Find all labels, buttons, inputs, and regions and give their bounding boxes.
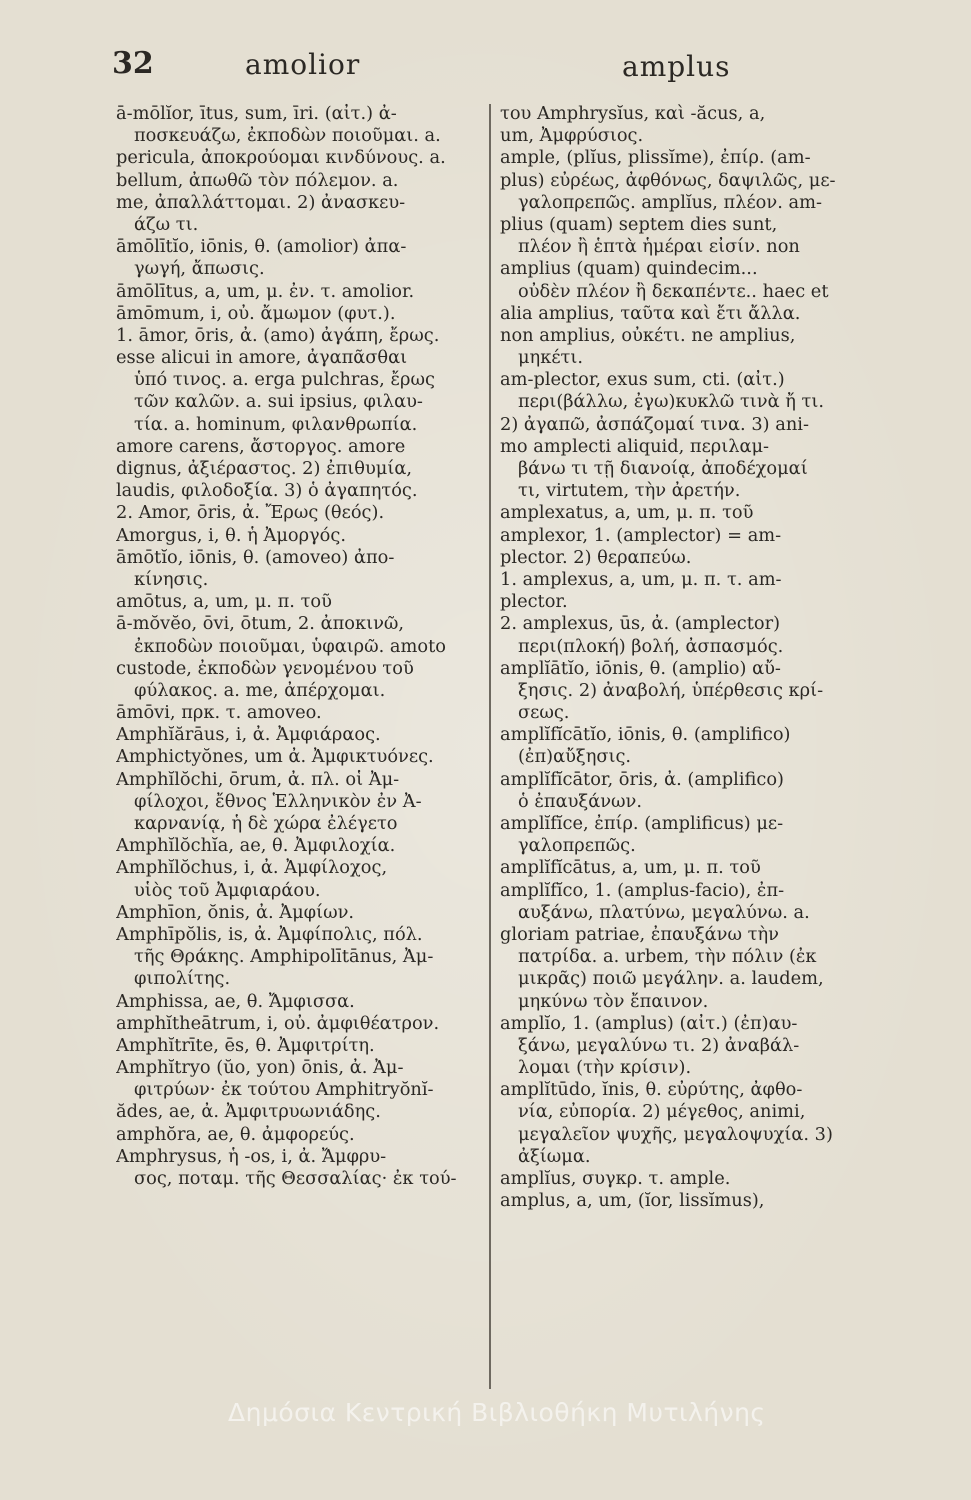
entry-line: bellum, ἀπωθῶ τὸν πόλεμον. a. — [116, 169, 399, 191]
entry-line: amplĭātĭo, iōnis, θ. (amplio) αὔ- — [500, 657, 781, 679]
entry-line: ὁ ἐπαυξάνων. — [518, 790, 642, 812]
entry-line: ποσκευάζω, ἐκποδὼν ποιοῦμαι. a. — [134, 125, 441, 147]
entry-line: plus) εὐρέως, ἀφθόνως, δαψιλῶς, με- — [500, 169, 836, 191]
entry-line: του Amphrysĭus, καὶ -ăcus, a, — [500, 103, 766, 124]
entry-line: amplĭus, συγκρ. τ. ample. — [500, 1168, 731, 1189]
entry-line: Amphictyŏnes, um ἀ. Ἀμφικτυόνες. — [116, 746, 434, 768]
entry-line: ample, (plĭus, plissĭme), ἐπίρ. (am- — [500, 147, 811, 169]
entry-line: (ἐπ)αὔξησις. — [518, 746, 632, 768]
entry-line: amplĭfĭcātus, a, um, μ. π. τοῦ — [500, 857, 761, 879]
entry-line: amplexatus, a, um, μ. π. τοῦ — [500, 502, 754, 524]
entry-line: amphĭtheātrum, i, οὐ. ἀμφιθέατρον. — [116, 1012, 440, 1034]
entry-line: σος, ποταμ. τῆς Θεσσαλίας· ἐκ τού- — [134, 1168, 457, 1189]
entry-line: ξησις. 2) ἀναβολή, ὑπέρθεσις κρί- — [518, 679, 824, 701]
right-column — [500, 103, 872, 1212]
entry-line: plector. 2) θεραπεύω. — [500, 546, 692, 568]
entry-line: amplius (quam) quindecim... — [500, 258, 758, 280]
guide-word-left: amolior — [245, 48, 361, 81]
page-number: 32 — [112, 46, 154, 81]
entry-line: ἀξίωμα. — [518, 1145, 591, 1167]
entry-line: υἱὸς τοῦ Ἀμφιαράου. — [134, 879, 321, 901]
entry-line: mo amplecti aliquid, περιλαμ- — [500, 435, 770, 457]
entry-line: plius (quam) septem dies sunt, — [500, 213, 778, 235]
entry-line: 1. āmor, ōris, ἀ. (amo) ἀγάπη, ἔρως. — [116, 324, 440, 346]
entry-line: 2) ἀγαπῶ, ἀσπάζομαί τινα. 3) ani- — [500, 413, 809, 435]
entry-line: άζω τι. — [134, 213, 199, 235]
entry-line: τῶν καλῶν. a. sui ipsius, φιλαυ- — [134, 391, 423, 413]
entry-line: φιτρύων· ἐκ τούτου Amphitryŏnĭ- — [134, 1079, 434, 1101]
entry-line: γαλοπρεπῶς. — [518, 835, 636, 857]
entry-line: Amphĭlŏchus, i, ἀ. Ἀμφίλοχος, — [116, 857, 388, 879]
entry-line: amplĭo, 1. (amplus) (αἰτ.) (ἐπ)αυ- — [500, 1012, 798, 1034]
entry-line: Amorgus, i, θ. ἡ Ἀμοργός. — [116, 524, 346, 546]
library-watermark: Δημόσια Κεντρική Βιβλιοθήκη Μυτιλήνης — [228, 1398, 766, 1427]
entry-line: dignus, ἀξιέραστος. 2) ἐπιθυμία, — [116, 458, 412, 479]
entry-line: μεγαλεῖον ψυχῆς, μεγαλοψυχία. 3) — [518, 1123, 833, 1145]
entry-line: περι(βάλλω, ἐγω)κυκλῶ τινὰ ἤ τι. — [518, 391, 824, 413]
entry-line: περι(πλοκή) βολή, ἀσπασμός. — [518, 635, 784, 657]
entry-line: μηκέτι. — [518, 347, 583, 369]
entry-line: pericula, ἀποκρούομαι κινδύνους. a. — [116, 147, 446, 169]
entry-line: ὑπό τινος. a. erga pulchras, ἔρως — [134, 369, 435, 391]
entry-line: āmōmum, i, οὐ. ἄμωμον (φυτ.). — [116, 302, 396, 324]
entry-line: νία, εὐπορία. 2) μέγεθος, animi, — [518, 1101, 806, 1123]
entry-line: Amphīon, ŏnis, ἀ. Ἀμφίων. — [116, 901, 355, 923]
entry-line: τία. a. hominum, φιλανθρωπία. — [134, 413, 418, 435]
entry-line: ξάνω, μεγαλύνω τι. 2) ἀναβάλ- — [518, 1034, 800, 1056]
entry-line: amore carens, ἄστοργος. amore — [116, 435, 406, 457]
entry-line: amplĭfĭce, ἐπίρ. (amplificus) με- — [500, 813, 784, 834]
entry-line: τι, virtutem, τὴν ἀρετήν. — [518, 480, 741, 502]
entry-line: āmōlītus, a, um, μ. ἐν. τ. amolior. — [116, 280, 415, 302]
entry-line: μικρᾶς) ποιῶ μεγάλην. a. laudem, — [518, 968, 824, 990]
entry-line: ădes, ae, ἀ. Ἀμφιτρυωνιάδης. — [116, 1101, 381, 1123]
entry-line: ā-mŏvĕo, ōvi, ōtum, 2. ἀποκινῶ, — [116, 613, 405, 635]
entry-line: Amphĭlŏchi, ōrum, ἀ. πλ. οἱ Ἀμ- — [116, 768, 400, 790]
entry-line: κίνησις. — [134, 568, 209, 590]
entry-line: amplĭfĭcātor, ōris, ἀ. (amplifico) — [500, 768, 784, 790]
entry-line: Amphĭtrīte, ēs, θ. Ἀμφιτρίτη. — [116, 1034, 375, 1056]
entry-line: τῆς Θράκης. Amphipolītānus, Ἀμ- — [134, 946, 434, 968]
entry-line: amplĭtūdo, ĭnis, θ. εὐρύτης, ἀφθο- — [500, 1079, 803, 1101]
entry-line: μηκύνω τὸν ἔπαινον. — [518, 990, 709, 1012]
entry-line: λομαι (τὴν κρίσιν). — [518, 1057, 692, 1079]
entry-line: 2. Amor, ōris, ἀ. Ἔρως (θεός). — [116, 502, 385, 524]
entry-line: amplexor, 1. (amplector) = am- — [500, 524, 782, 546]
entry-line: esse alicui in amore, ἀγαπᾶσθαι — [116, 347, 408, 369]
entry-line: me, ἀπαλλάττομαι. 2) ἀνασκευ- — [116, 191, 406, 213]
entry-line: āmōtĭo, iōnis, θ. (amoveo) ἀπο- — [116, 546, 395, 568]
entry-line: amōtus, a, um, μ. π. τοῦ — [116, 591, 332, 613]
entry-line: amplus, a, um, (ĭor, lissĭmus), — [500, 1190, 765, 1212]
entry-line: γωγή, ἄπωσις. — [134, 258, 265, 280]
entry-line: Amphrysus, ἡ -os, i, ἀ. Ἄμφρυ- — [116, 1145, 387, 1167]
entry-line: āmōvi, πρκ. τ. amoveo. — [116, 702, 322, 724]
entry-line: αυξάνω, πλατύνω, μεγαλύνω. a. — [518, 901, 810, 923]
entry-line: āmōlītĭo, iōnis, θ. (amolior) ἀπα- — [116, 236, 407, 258]
entry-line: γαλοπρεπῶς. amplĭus, πλέον. am- — [518, 191, 822, 213]
entry-line: plector. — [500, 591, 568, 613]
entry-line: φίλοχοι, ἔθνος Ἑλληνικὸν ἐν Ἀ- — [134, 790, 422, 812]
entry-line: um, Ἀμφρύσιος. — [500, 125, 644, 147]
entry-line: καρνανίᾳ, ἡ δὲ χώρα ἐλέγετο — [134, 813, 398, 834]
entry-line: Amphĭlŏchĭa, ae, θ. Ἀμφιλοχία. — [116, 835, 396, 857]
entry-line: Amphĭărāus, i, ἀ. Ἀμφιάραος. — [116, 724, 381, 746]
entry-line: 2. amplexus, ūs, ἀ. (amplector) — [500, 613, 781, 635]
entry-line: amphŏra, ae, θ. ἀμφορεύς. — [116, 1123, 355, 1145]
entry-line: gloriam patriae, ἐπαυξάνω τὴν — [500, 923, 779, 945]
entry-line: πατρίδα. a. urbem, τὴν πόλιν (ἐκ — [518, 946, 817, 968]
entry-line: amplĭfĭco, 1. (amplus-facio), ἐπ- — [500, 879, 785, 901]
entry-line: σεως. — [518, 702, 570, 724]
entry-line: βάνω τι τῇ διανοίᾳ, ἀποδέχομαί — [518, 458, 808, 479]
entry-line: ā-mōlĭor, ītus, sum, īri. (αἰτ.) ἀ- — [116, 103, 397, 124]
column-divider — [489, 104, 491, 1389]
left-column — [116, 103, 485, 1190]
entry-line: οὐδὲν πλέον ἢ δεκαπέντε.. haec et — [518, 280, 829, 302]
page-header — [0, 42, 971, 92]
guide-word-right: amplus — [622, 50, 731, 83]
entry-line: amplĭfĭcātĭo, iōnis, θ. (amplifico) — [500, 724, 791, 746]
entry-line: Amphĭtryo (ŭo, yon) ōnis, ἀ. Ἀμ- — [116, 1057, 404, 1079]
entry-line: alia amplius, ταῦτα καὶ ἔτι ἄλλα. — [500, 302, 801, 324]
entry-line: laudis, φιλοδοξία. 3) ὁ ἀγαπητός. — [116, 480, 418, 502]
entry-line: Amphissa, ae, θ. Ἄμφισσα. — [116, 990, 355, 1012]
entry-line: φύλακος. a. me, ἀπέρχομαι. — [134, 679, 386, 701]
entry-line: πλέον ἢ ἑπτὰ ἡμέραι εἰσίν. non — [518, 236, 800, 258]
entry-line: ἐκποδὼν ποιοῦμαι, ὑφαιρῶ. amoto — [134, 635, 446, 657]
entry-line: Amphīpŏlis, is, ἀ. Ἀμφίπολις, πόλ. — [116, 923, 423, 945]
entry-line: custode, ἐκποδὼν γενομένου τοῦ — [116, 657, 414, 679]
entry-line: non amplius, οὐκέτι. ne amplius, — [500, 324, 796, 346]
entry-line: 1. amplexus, a, um, μ. π. τ. am- — [500, 568, 782, 590]
entry-line: φιπολίτης. — [134, 968, 231, 990]
entry-line: am-plector, exus sum, cti. (αἰτ.) — [500, 369, 785, 391]
